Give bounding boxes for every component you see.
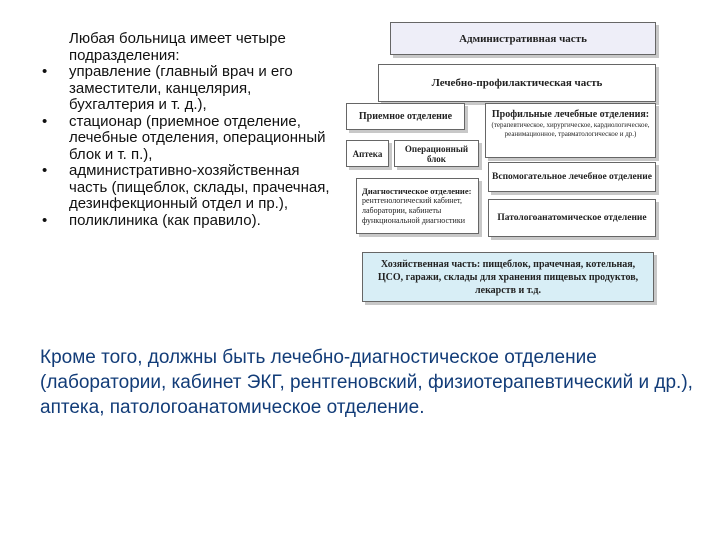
profile-title: Профильные лечебные отделения: [491, 109, 650, 120]
pharmacy-label: Аптека [352, 148, 383, 159]
bullet-text: стационар (приемное отделение, лечебные отделения, операционный блок и т. п.), [69, 112, 326, 163]
bullet-text: поликлиника (как правило). [69, 211, 261, 229]
pathology-label: Патологоанатомическое отделение [497, 213, 647, 223]
pathology-department-box [488, 199, 656, 237]
bullet-icon: • [42, 63, 48, 80]
treatment-part-box [378, 64, 656, 102]
profile-departments-box [485, 103, 656, 158]
diagnostic-department-box [356, 178, 479, 234]
operating-block-box [394, 140, 479, 167]
treatment-part-label: Лечебно-профилактическая часть [431, 77, 603, 89]
diagnostic-subtitle: рентгенологический кабинет, лаборатории, кабинеты функциональной диагностики [362, 196, 465, 225]
additional-departments-text: Кроме того, должны быть лечебно-диагностическое отделение (лаборатории, кабинет ЭКГ, рентгеновский, физиотерапевтический и др.), аптека, патологоанатомическое отделение. [40, 347, 693, 418]
pharmacy-box [346, 140, 389, 167]
bullet-list [40, 64, 340, 229]
diagnostic-title: Диагностическое отделение: [362, 186, 472, 196]
admin-part-label: Административная часть [459, 32, 587, 45]
bullet-item [40, 64, 340, 114]
economic-title: Хозяйственная часть: [380, 258, 481, 270]
bullet-text: административно-хозяйственная часть (пищеблок, склады, прачечная, дезинфекционный отдел и пр.), [69, 162, 330, 212]
economic-details: пищеблок, прачечная, котельная, ЦСО, гаражи, склады для хранения пищевых продуктов, лекарств и т.д. [377, 258, 639, 296]
reception-box [346, 103, 465, 130]
auxiliary-department-box [488, 162, 656, 192]
admin-part-box [390, 22, 656, 55]
bullet-text: управление (главный врач и его заместители, канцелярия, бухгалтерия и т. д.), [69, 63, 293, 113]
economic-part-box [362, 252, 654, 302]
bullet-item [40, 213, 340, 230]
economic-part-text [369, 258, 647, 297]
bullet-icon: • [42, 162, 48, 179]
reception-label: Приемное отделение [358, 111, 453, 122]
intro-text: Любая больница имеет четыре подразделения: [69, 30, 286, 64]
profile-subtitle: (терапевтическое, хирургическое, кардиологическое, реанимационное, травматологическое и др.) [491, 121, 650, 138]
operating-block-label: Операционный блок [404, 143, 469, 164]
bullet-item [40, 163, 340, 213]
bullet-icon: • [42, 211, 48, 229]
bullet-item [40, 114, 340, 164]
hospital-structure-text [40, 31, 340, 229]
bullet-icon: • [42, 112, 48, 130]
auxiliary-label: Вспомогательное лечебное отделение [492, 172, 652, 182]
